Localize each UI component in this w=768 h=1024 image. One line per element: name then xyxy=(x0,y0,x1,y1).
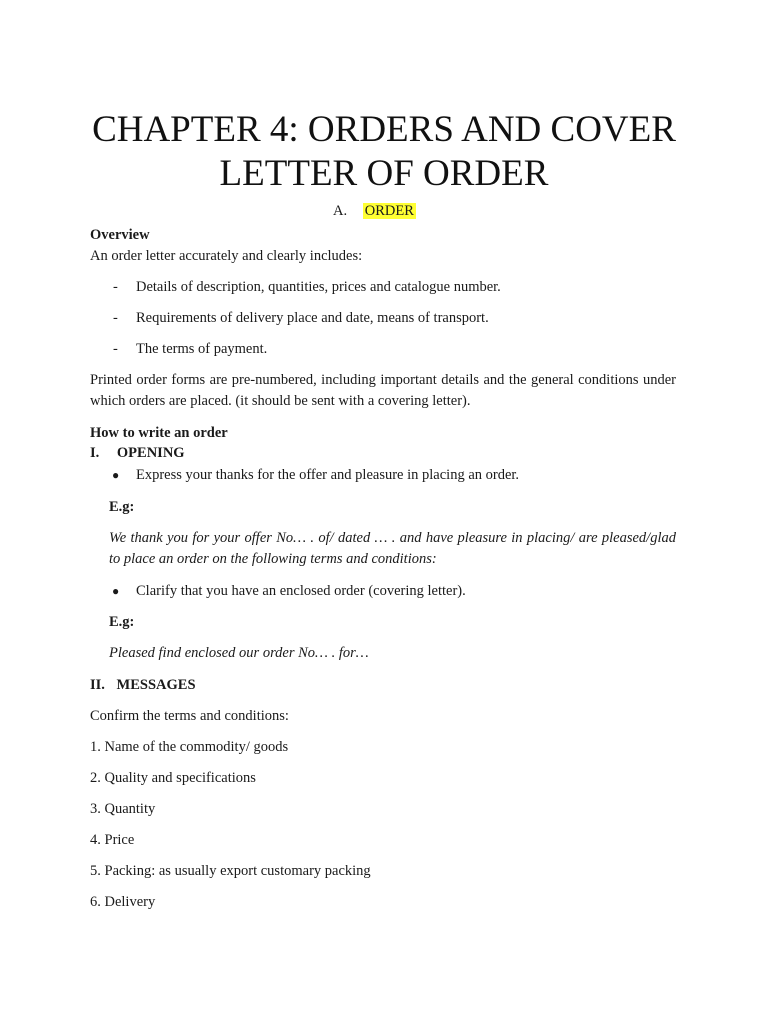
messages-heading xyxy=(90,675,196,695)
title-line-1: CHAPTER 4: ORDERS AND COVER xyxy=(92,109,676,150)
example-label: E.g: xyxy=(109,499,135,515)
overview-intro: An order letter accurately and clearly includes: xyxy=(90,248,363,264)
list-item: 4. Price xyxy=(90,832,135,848)
example-text: We thank you for your offer No… . of/ dated … . and have pleasure in placing/ are pleased/glad to place an order on the following terms and conditions: xyxy=(109,530,676,567)
opening-label: OPENING xyxy=(116,445,185,461)
list-item: 3. Quantity xyxy=(90,801,156,817)
bullet-icon: ● xyxy=(112,584,120,598)
example-label: E.g: xyxy=(109,614,135,630)
list-item: 2. Quality and specifications xyxy=(90,770,256,786)
list-item: 6. Delivery xyxy=(90,894,156,910)
messages-label: MESSAGES xyxy=(116,677,196,693)
list-marker: - xyxy=(113,279,118,295)
bullet-icon: ● xyxy=(112,468,120,482)
list-marker: - xyxy=(113,310,118,326)
opening-bullet-2: Clarify that you have an enclosed order (covering letter). xyxy=(136,583,466,599)
list-item: The terms of payment. xyxy=(136,341,268,357)
section-a-heading xyxy=(333,201,416,221)
messages-number: II. xyxy=(90,677,105,693)
list-item: 1. Name of the commodity/ goods xyxy=(90,739,289,755)
section-a-label: ORDER xyxy=(364,203,414,219)
title-line-2: LETTER OF ORDER xyxy=(219,153,549,194)
example-text: Pleased find enclosed our order No… . for… xyxy=(109,645,369,661)
list-item: Requirements of delivery place and date, means of transport. xyxy=(136,310,489,326)
list-marker: - xyxy=(113,341,118,357)
overview-heading: Overview xyxy=(90,227,150,243)
overview-paragraph: Printed order forms are pre-numbered, including important details and the general conditions under which orders are placed. (it should be sent with a covering letter). xyxy=(90,372,676,409)
list-item: 5. Packing: as usually export customary packing xyxy=(90,863,371,879)
opening-heading xyxy=(90,443,185,463)
how-to-heading: How to write an order xyxy=(90,425,228,441)
opening-number: I. xyxy=(90,445,100,461)
page-title xyxy=(60,108,708,196)
opening-bullet-1: Express your thanks for the offer and pleasure in placing an order. xyxy=(136,467,520,483)
messages-intro: Confirm the terms and conditions: xyxy=(90,708,289,724)
list-item: Details of description, quantities, prices and catalogue number. xyxy=(136,279,501,295)
section-a-number: A. xyxy=(333,203,348,219)
